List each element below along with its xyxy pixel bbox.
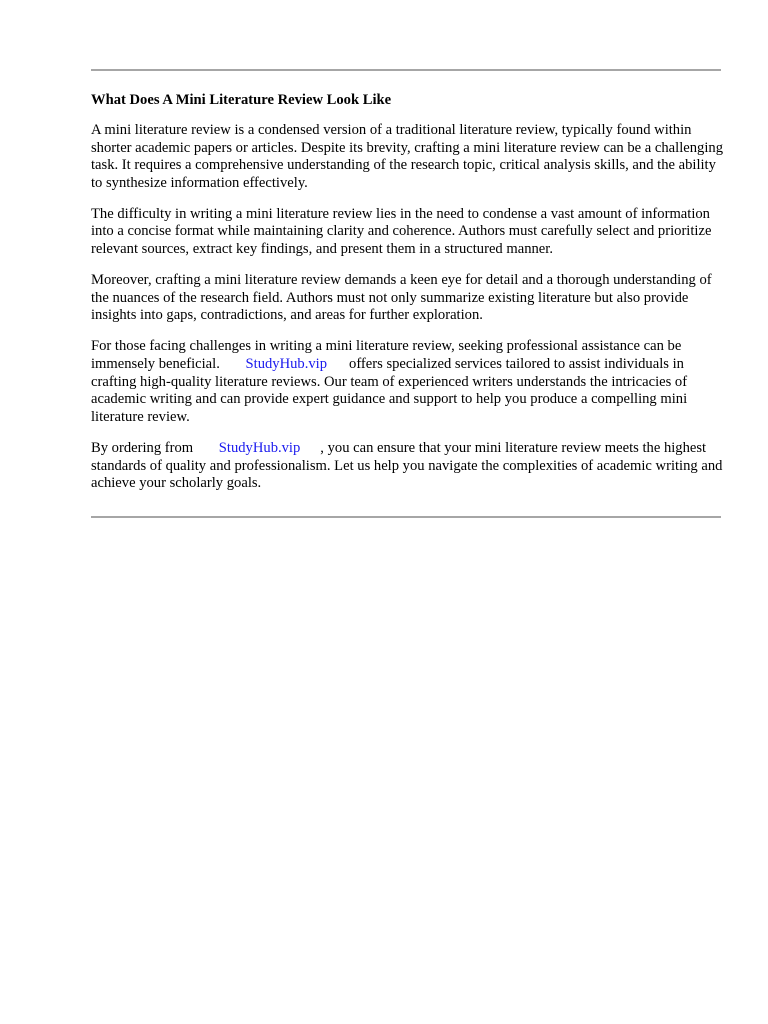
paragraph-moreover: Moreover, crafting a mini literature review demands a keen eye for detail and a thorough understanding of the nuances of the research field. Authors must not only summarize existing literature but also provide insights into gaps, contradictions, and areas for further exploration.	[91, 272, 712, 324]
paragraph-difficulty: The difficulty in writing a mini literature review lies in the need to condense a vast amount of information into a concise format while maintaining clarity and coherence. Authors must carefully select and prioritize relevant sources, extract key findings, and present them in a structured manner.	[91, 205, 712, 258]
paragraph-ordering-text-before: By ordering from	[91, 439, 194, 456]
paragraph-intro: A mini literature review is a condensed version of a traditional literature review, typically found within shorter academic papers or articles. Despite its brevity, crafting a mini literature review can be a challenging task. It requires a comprehensive understanding of the research topic, critical analysis skills, and the ability to synthesize information effectively.	[91, 122, 723, 191]
studyhub-link[interactable]: StudyHub.vip	[245, 356, 328, 373]
studyhub-order-link[interactable]: StudyHub.vip	[218, 439, 301, 456]
document-title: What Does A Mini Literature Review Look Like	[91, 92, 392, 108]
bottom-divider	[91, 516, 721, 518]
paragraph-ordering	[91, 440, 723, 493]
paragraph-assistance-text-after: offers specialized services tailored to assist individuals in crafting high-quality literature reviews. Our team of experienced writers understands the intricacies of academic writing and can provide expert guidance and support to help you produce a compelling mini literature review.	[91, 356, 688, 425]
paragraph-assistance	[91, 338, 723, 426]
paragraph-ordering-text-after: , you can ensure that your mini literature review meets the highest standards of quality and professionalism. Let us help you navigate the complexities of academic writing and achieve your scholarly goals.	[91, 439, 723, 492]
document-body	[91, 90, 723, 506]
top-divider	[91, 69, 721, 71]
paragraph-assistance-text-before: For those facing challenges in writing a mini literature review, seeking professional assistance can be immensely beneficial.	[91, 338, 682, 373]
